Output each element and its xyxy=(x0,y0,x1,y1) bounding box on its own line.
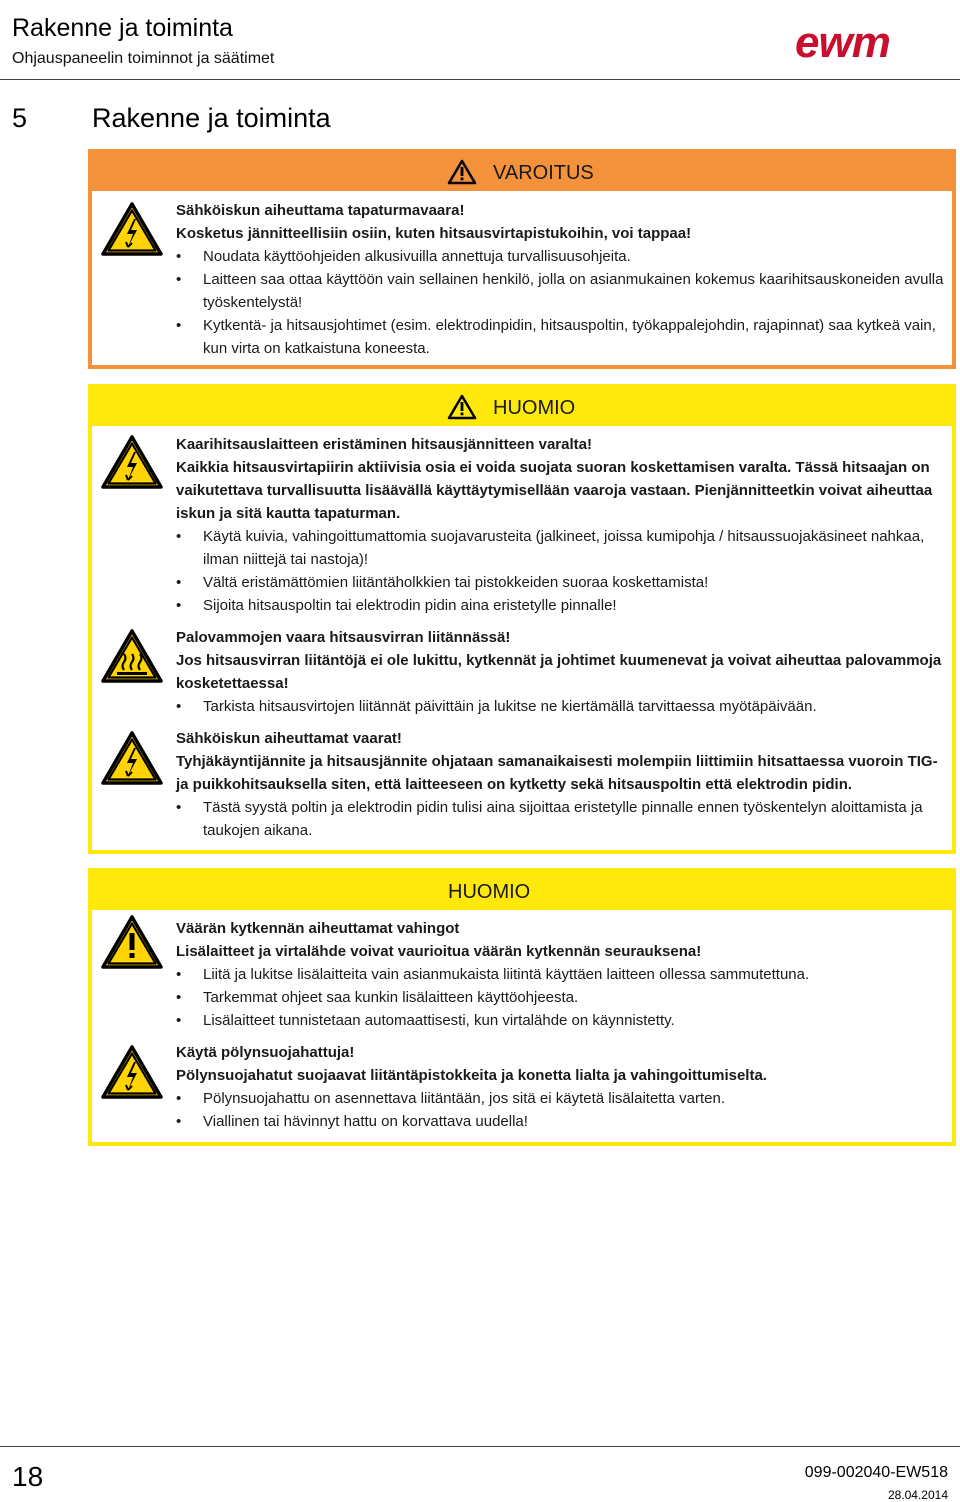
dust-cap-bullet-list xyxy=(176,1087,944,1133)
svg-text:ewm: ewm xyxy=(795,20,890,64)
footer-rule xyxy=(0,1446,960,1447)
document-date: 28.04.2014 xyxy=(887,1488,948,1502)
section-title xyxy=(12,102,331,134)
notice-label-2: HUOMIO xyxy=(448,881,531,903)
list-item: • Pölynsuojahattu on asennettava liitäntään, jos sitä ei käytetä lisälaitetta varten. xyxy=(176,1087,944,1110)
burn-hazard-bullet-list xyxy=(176,695,944,718)
spacer xyxy=(176,617,944,626)
warning-header xyxy=(92,153,952,191)
dust-cap-subheading: Pölynsuojahatut suojaavat liitäntäpistokkeita ja konetta lialta ja vahingoittumiselta. xyxy=(176,1067,767,1084)
warning-triangle-icon xyxy=(447,394,477,420)
list-item: • Vältä eristämättömien liitäntäholkkien tai pistokkeiden suoraa koskettamista! xyxy=(176,571,944,594)
dust-cap-heading: Käytä pölynsuojahattuja! xyxy=(176,1044,355,1061)
notice-2-bullet-list xyxy=(176,963,944,1032)
warning-content xyxy=(176,199,944,360)
electric-shock-icon xyxy=(100,730,164,786)
notice-label-1: HUOMIO xyxy=(493,397,576,419)
spacer xyxy=(176,1032,944,1041)
notice-1-bullet-list xyxy=(176,525,944,617)
spacer xyxy=(176,718,944,727)
warning-bullet-list xyxy=(176,245,944,360)
notice-box-2 xyxy=(88,868,956,1146)
list-item: • Laitteen saa ottaa käyttöön vain sellainen henkilö, jolla on asianmukainen kokemus kaarihitsauskoneiden avulla työskentelystä! xyxy=(176,268,944,314)
general-warning-icon xyxy=(100,914,164,970)
electric-shock-icon xyxy=(100,434,164,490)
list-item: • Noudata käyttöohjeiden alkusivuilla annettuja turvallisuusohjeita. xyxy=(176,245,944,268)
header-title: Rakenne ja toiminta xyxy=(12,14,233,42)
list-item: • Sijoita hitsauspoltin tai elektrodin pidin aina eristetylle pinnalle! xyxy=(176,594,944,617)
shock-hazard-heading: Sähköiskun aiheuttamat vaarat! xyxy=(176,730,402,747)
section-title-text: Rakenne ja toiminta xyxy=(92,103,331,133)
notice-header-1 xyxy=(92,388,952,426)
list-item: • Kytkentä- ja hitsausjohtimet (esim. elektrodinpidin, hitsauspoltin, työkappalejohdin, rajapinnat) saa kytkeä vain, kun virta on katkaistuna koneesta. xyxy=(176,314,944,360)
shock-hazard-paragraph: Tyhjäkäyntijännite ja hitsausjännite ohjataan samanaikaisesti molempiin liittimiin hitsattaessa vuoroin TIG- ja puikkohitsauksella siten, että laitteeseen on kytketty sekä hitsauspoltin että elektrodin pidin. xyxy=(176,753,938,793)
warning-heading: Sähköiskun aiheuttama tapaturmavaara! xyxy=(176,202,465,219)
notice-box-1 xyxy=(88,384,956,854)
warning-triangle-icon xyxy=(447,159,477,185)
notice-2-subheading: Lisälaitteet ja virtalähde voivat vaurioitua väärän kytkennän seurauksena! xyxy=(176,943,702,960)
burn-hazard-paragraph: Jos hitsausvirran liitäntöjä ei ole lukittu, kytkennät ja johtimet kuumenevat ja voivat aiheuttaa palovammoja kosketettaessa! xyxy=(176,652,942,692)
document-number: 099-002040-EW518 xyxy=(804,1464,948,1481)
notice-header-2 xyxy=(92,872,952,910)
page-number: 18 xyxy=(12,1461,44,1492)
list-item: • Viallinen tai hävinnyt hattu on korvattava uudella! xyxy=(176,1110,944,1133)
section-number: 5 xyxy=(12,103,28,133)
ewm-logo xyxy=(795,20,935,64)
list-item: • Liitä ja lukitse lisälaitteita vain asianmukaista liitintä käyttäen laitteen ollessa sammutettuna. xyxy=(176,963,944,986)
header-rule xyxy=(0,79,960,80)
notice-1-heading: Kaarihitsauslaitteen eristäminen hitsausjännitteen varalta! xyxy=(176,436,592,453)
notice-2-content xyxy=(176,917,944,1133)
warning-subheading: Kosketus jännitteellisiin osiin, kuten hitsausvirtapistukoihin, voi tappaa! xyxy=(176,225,692,242)
list-item: • Käytä kuivia, vahingoittumattomia suojavarusteita (jalkineet, joissa kumipohja / hitsaussuojakäsineet nahkaa, ilman niittejä tai nastoja)! xyxy=(176,525,944,571)
burn-hazard-heading: Palovammojen vaara hitsausvirran liitännässä! xyxy=(176,629,511,646)
shock-hazard-bullet-list xyxy=(176,796,944,842)
electric-shock-icon xyxy=(100,1044,164,1100)
warning-label: VAROITUS xyxy=(493,162,594,184)
list-item: • Tästä syystä poltin ja elektrodin pidin tulisi aina sijoittaa eristetylle pinnalle ennen työskentelyn aloittamista ja taukojen aikana. xyxy=(176,796,944,842)
notice-2-heading: Väärän kytkennän aiheuttamat vahingot xyxy=(176,920,460,937)
electric-shock-icon xyxy=(100,201,164,257)
warning-box xyxy=(88,149,956,369)
list-item: • Lisälaitteet tunnistetaan automaattisesti, kun virtalähde on käynnistetty. xyxy=(176,1009,944,1032)
hot-surface-icon xyxy=(100,628,164,684)
header-subtitle: Ohjauspaneelin toiminnot ja säätimet xyxy=(12,50,275,67)
notice-1-content xyxy=(176,433,944,842)
notice-1-paragraph: Kaikkia hitsausvirtapiirin aktiivisia osia ei voida suojata suoran koskettamisen varalta. Tässä hitsaajan on vaikutettava turvallisuutta lisäävällä käyttäytymisellään vaaroja vastaan. Pienjännitteetkin voivat aiheuttaa iskun ja sitä kautta tapaturman. xyxy=(176,459,933,522)
list-item: • Tarkista hitsausvirtojen liitännät päivittäin ja lukitse ne kiertämällä tarvittaessa myötäpäivään. xyxy=(176,695,944,718)
list-item: • Tarkemmat ohjeet saa kunkin lisälaitteen käyttöohjeesta. xyxy=(176,986,944,1009)
